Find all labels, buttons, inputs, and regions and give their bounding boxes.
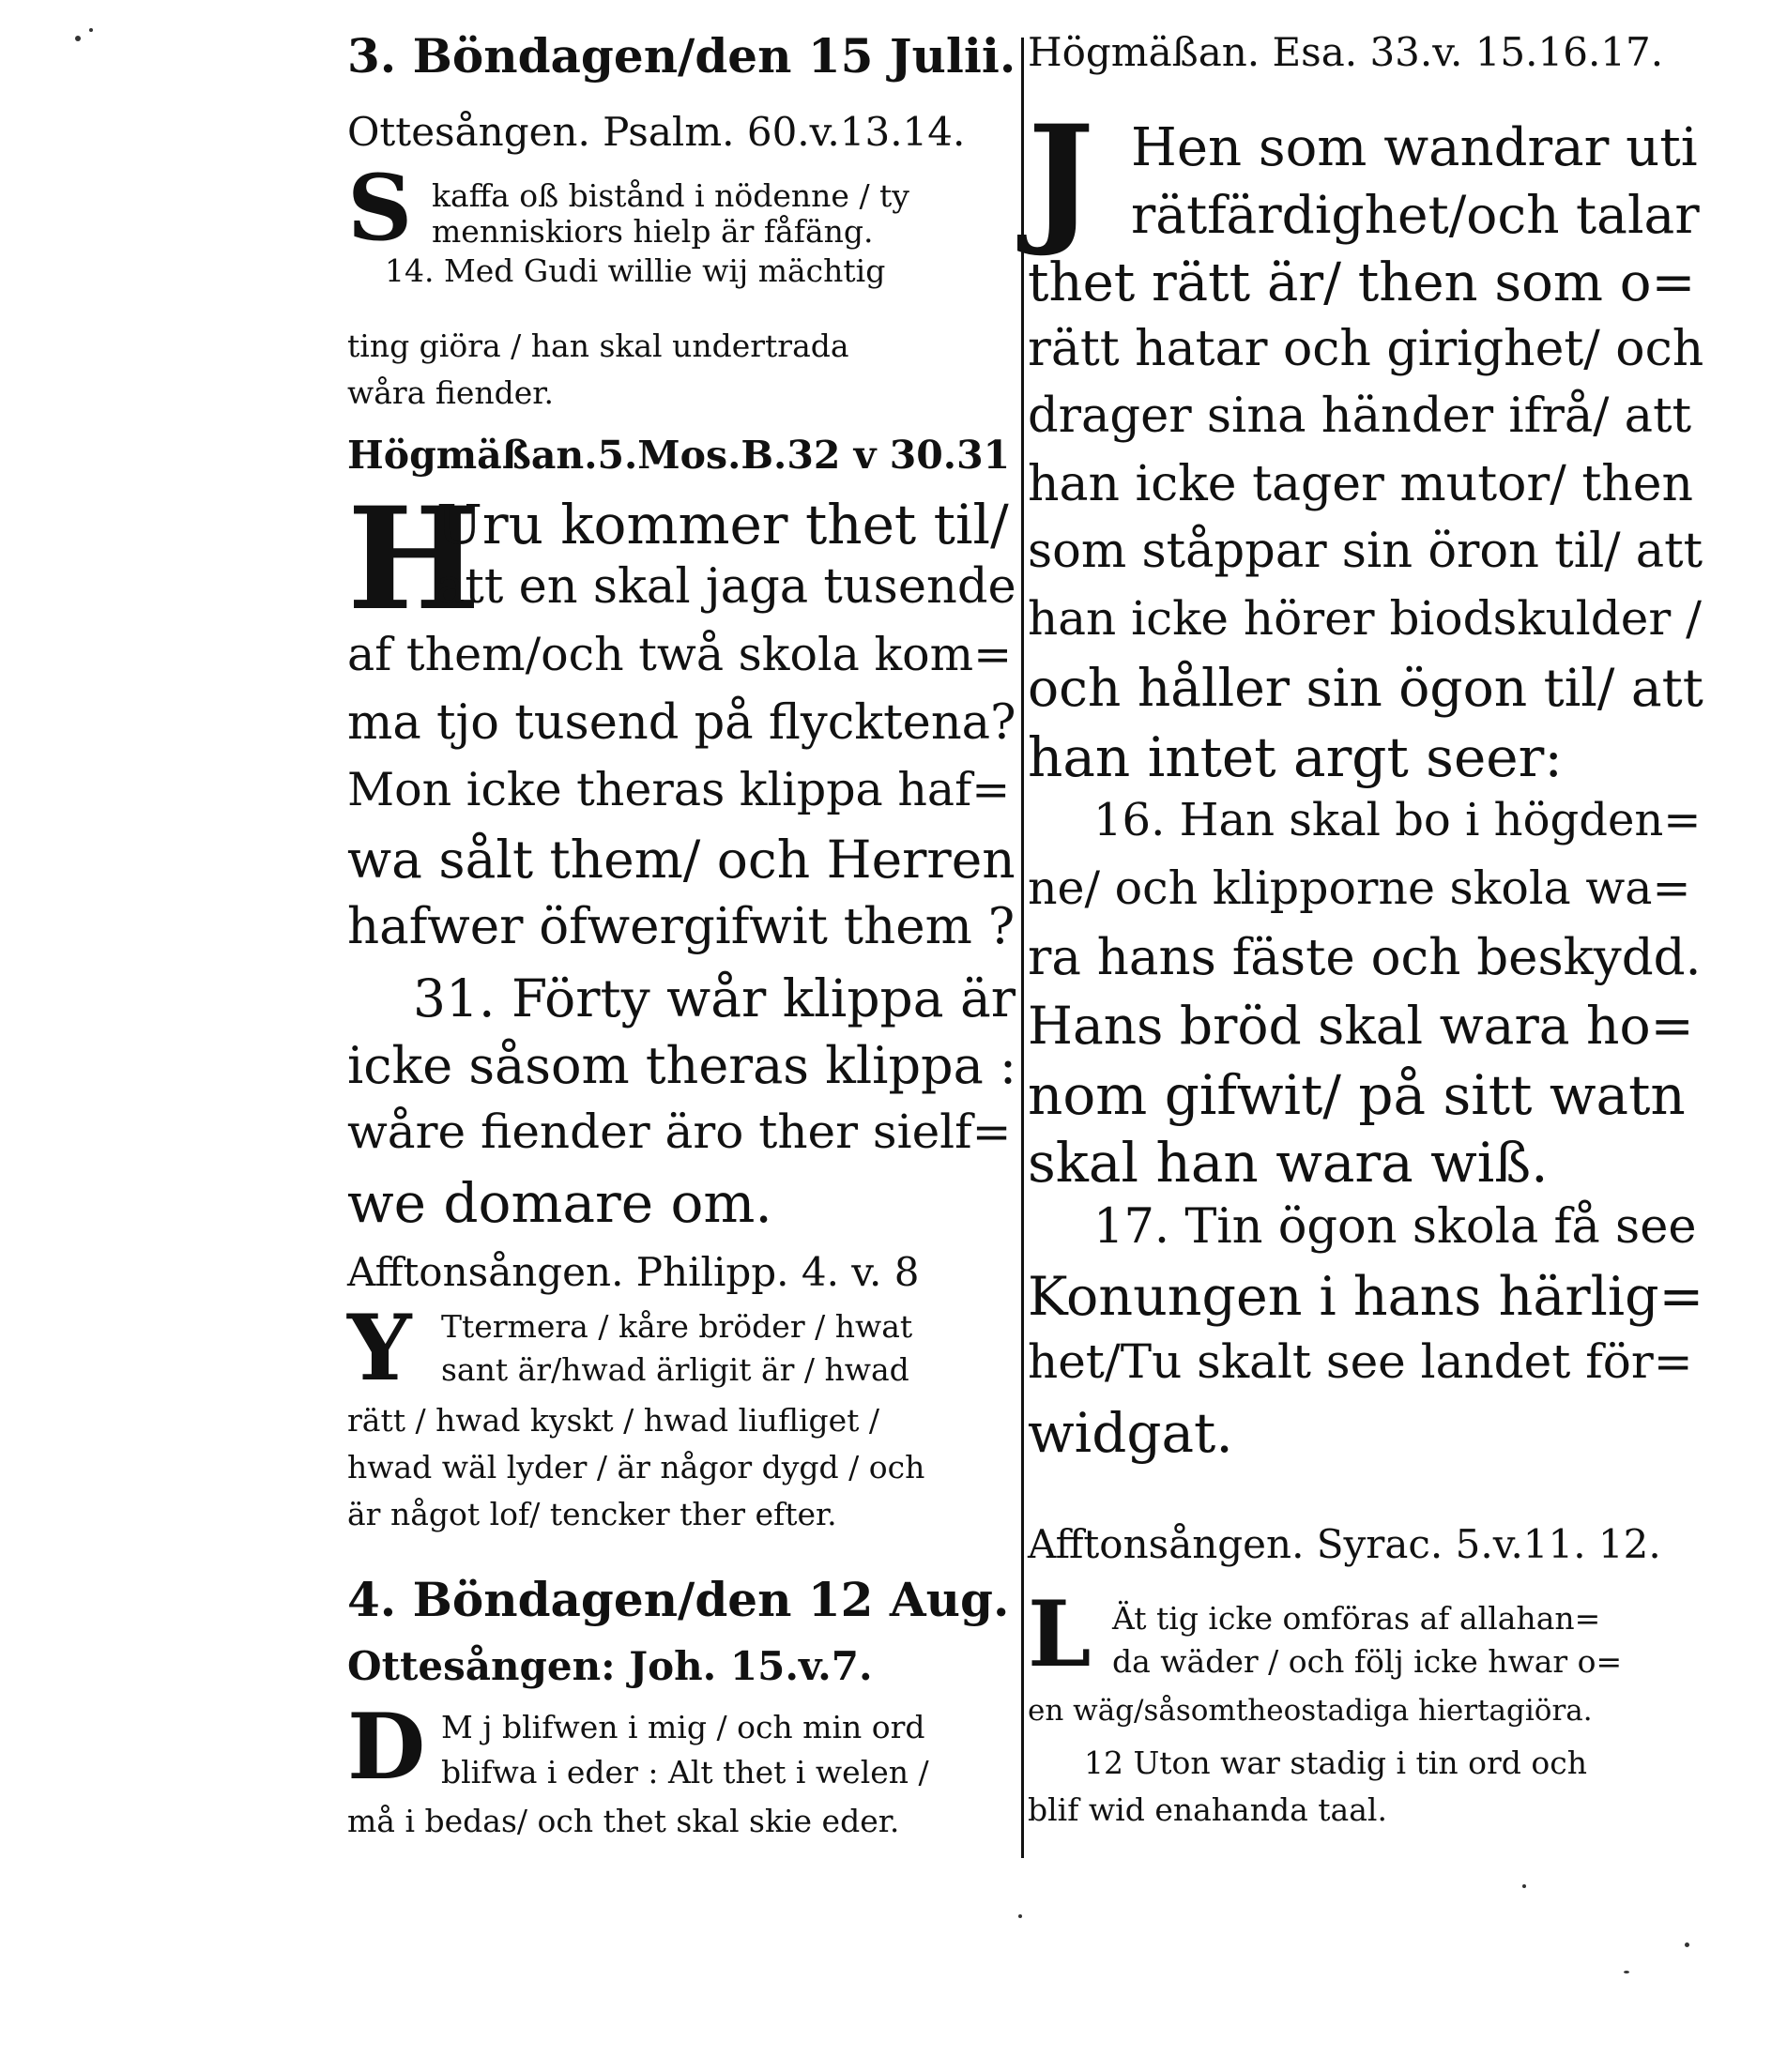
- text-line: 12 Uton war stadig i tin ord och: [1084, 1744, 1587, 1781]
- scan-speck: [1018, 1914, 1022, 1918]
- text-line: 16. Han skal bo i högden=: [1093, 794, 1702, 846]
- text-line: och håller sin ögon til/ att: [1028, 658, 1703, 718]
- text-line: ne/ och klipporne skola wa=: [1028, 861, 1691, 915]
- text-line: menniskiors hielp är fåfäng.: [432, 213, 874, 250]
- scan-speck: [1522, 1884, 1526, 1888]
- scan-speck: [1624, 1971, 1629, 1973]
- text-line: som ståppar sin öron til/ att: [1028, 524, 1703, 579]
- text-line: han icke tager mutor/ then: [1028, 456, 1693, 512]
- text-line: ting giöra / han skal undertrada: [347, 328, 849, 364]
- text-line: ma tjo tusend på flycktena?: [347, 695, 1016, 751]
- text-line: wa sålt them/ och Herren: [347, 830, 1016, 890]
- heading-afftonsangen-1: Afftonsången. Philipp. 4. v. 8: [347, 1249, 920, 1295]
- text-line: han icke hörer biodskulder /: [1028, 591, 1702, 646]
- scan-speck: [75, 36, 81, 41]
- text-line: Uru kommer thet til/: [436, 493, 1009, 556]
- text-line: da wäder / och följ icke hwar o=: [1112, 1643, 1623, 1680]
- drop-cap-s: S: [347, 155, 413, 261]
- heading-hogmassan-1: Högmäßan.5.Mos.B.32 v 30.31: [347, 433, 1011, 478]
- drop-cap-h: H: [347, 477, 481, 642]
- text-line: 14. Med Gudi willie wij mächtig: [385, 252, 886, 289]
- text-line: nom gifwit/ på sitt watn: [1028, 1063, 1686, 1127]
- text-line: blif wid enahanda taal.: [1028, 1791, 1387, 1828]
- text-line: rätt hatar och girighet/ och: [1028, 321, 1704, 377]
- text-line: Ät tig icke omföras af allahan=: [1112, 1600, 1601, 1637]
- text-line: må i bedas/ och thet skal skie eder.: [347, 1803, 900, 1839]
- text-line: M j blifwen i mig / och min ord: [441, 1709, 925, 1745]
- text-line: het/Tu skalt see landet för=: [1028, 1334, 1693, 1389]
- column-divider-rule: [1021, 38, 1024, 1858]
- text-line: han intet argt seer:: [1028, 725, 1563, 789]
- text-line: Mon icke theras klippa haf=: [347, 763, 1011, 816]
- heading-ottesangen-2: Ottesången: Joh. 15.v.7.: [347, 1643, 873, 1689]
- section-title-4-bondagen: 4. Böndagen/den 12 Aug.: [347, 1572, 1010, 1627]
- text-line: wåra fiender.: [347, 374, 554, 411]
- text-line: rätfärdighet/och talar: [1131, 185, 1700, 245]
- text-line: hafwer öfwergifwit them ?: [347, 898, 1016, 955]
- text-line: thet rätt är/ then som o=: [1028, 252, 1696, 313]
- heading-hogmassan-2: Högmäßan. Esa. 33.v. 15.16.17.: [1028, 29, 1664, 75]
- text-line: Hans bröd skal wara ho=: [1028, 996, 1694, 1056]
- text-line: en wäg/såsomtheostadiga hiertagiöra.: [1028, 1694, 1593, 1728]
- text-line: drager sina händer ifrå/ att: [1028, 388, 1692, 444]
- text-line: wåre fiender äro ther sielf=: [347, 1105, 1012, 1159]
- text-line: 31. Förty wår klippa är: [413, 968, 1016, 1028]
- section-title-3-bondagen: 3. Böndagen/den 15 Julii.: [347, 28, 1016, 84]
- text-line: är något lof/ tencker ther efter.: [347, 1496, 837, 1532]
- text-line: we domare om.: [347, 1171, 772, 1235]
- text-line: Ttermera / kåre bröder / hwat: [441, 1308, 913, 1345]
- scan-speck: [89, 28, 93, 32]
- text-line: Konungen i hans härlig=: [1028, 1266, 1704, 1328]
- text-line: hwad wäl lyder / är någor dygd / och: [347, 1449, 925, 1485]
- text-line: rätt / hwad kyskt / hwad liufliget /: [347, 1402, 880, 1439]
- text-line: 17. Tin ögon skola få see: [1093, 1199, 1697, 1255]
- text-line: Hen som wandrar uti: [1131, 117, 1698, 178]
- drop-cap-l: L: [1028, 1581, 1092, 1687]
- text-line: ra hans fäste och beskydd.: [1028, 929, 1702, 986]
- text-line: kaffa oß bistånd i nödenne / ty: [432, 177, 909, 214]
- heading-afftonsangen-2: Afftonsången. Syrac. 5.v.11. 12.: [1028, 1521, 1661, 1567]
- heading-ottesangen-1: Ottesången. Psalm. 60.v.13.14.: [347, 109, 966, 155]
- drop-cap-y: Y: [347, 1295, 412, 1401]
- text-line: sant är/hwad ärligit är / hwad: [441, 1351, 909, 1388]
- drop-cap-j: J: [1028, 95, 1094, 260]
- text-line: att en skal jaga tusende: [436, 559, 1016, 615]
- text-line: widgat.: [1028, 1401, 1233, 1465]
- text-line: af them/och twå skola kom=: [347, 628, 1013, 681]
- text-line: blifwa i eder : Alt thet i welen /: [441, 1754, 929, 1790]
- scan-speck: [1685, 1942, 1689, 1947]
- drop-cap-d: D: [347, 1694, 426, 1800]
- text-line: skal han wara wiß.: [1028, 1131, 1549, 1195]
- text-line: icke såsom theras klippa :: [347, 1036, 1017, 1095]
